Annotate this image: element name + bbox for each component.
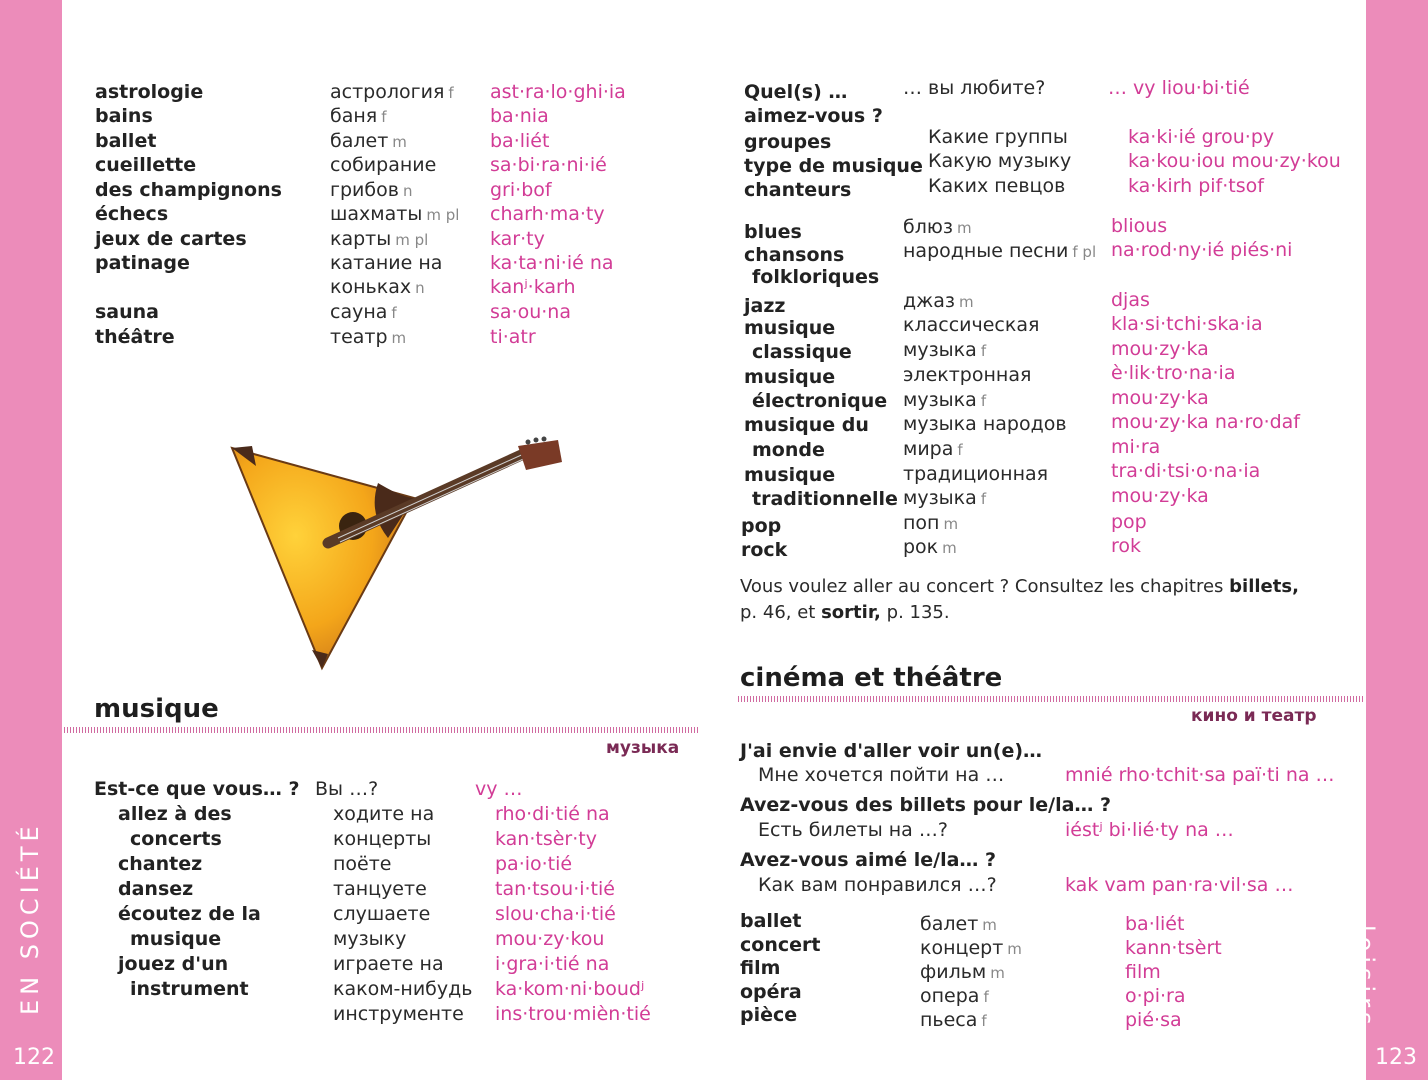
list-item: собирание (330, 154, 437, 176)
right-margin-band (1366, 0, 1428, 1080)
list-item: chanteurs (744, 179, 852, 201)
list-item: ins·trou·mièn·tié (495, 1003, 651, 1025)
list-item: слушаете (333, 903, 431, 925)
list-item: музыка f (903, 339, 987, 361)
list-item: blues (744, 221, 802, 243)
list-item: mi·ra (1111, 436, 1161, 458)
list-item: film (740, 957, 781, 979)
list-item: sa·ou·na (490, 301, 571, 323)
list-item: играете на (333, 953, 444, 975)
list-item: музыка народов (903, 413, 1067, 435)
list-item: sauna (95, 301, 160, 323)
list-item: classique (752, 341, 852, 363)
list-item: народные песни f pl (903, 240, 1097, 262)
list-item: slou·cha·i·tié (495, 903, 616, 925)
list-item: na·rod·ny·ié piés·ni (1111, 239, 1293, 261)
list-item: Как вам понравился …? (758, 874, 997, 896)
list-item: ba·nia (490, 105, 549, 127)
list-item: Какие группы (928, 126, 1068, 148)
list-item: рок m (903, 536, 957, 558)
list-item: kla·si·tchi·ska·ia (1111, 313, 1263, 335)
list-item: mou·zy·kou (495, 928, 605, 950)
list-item: мира f (903, 438, 963, 460)
list-item: théâtre (95, 326, 175, 348)
list-item: mou·zy·ka (1111, 338, 1209, 360)
balalaika-illustration (228, 428, 568, 678)
list-item: musique (130, 928, 222, 950)
list-item: i·gra·i·tié na (495, 953, 610, 975)
list-item: ballet (95, 130, 157, 152)
list-item: блюз m (903, 216, 972, 238)
list-item: pop (1111, 511, 1147, 533)
list-item: échecs (95, 203, 169, 225)
list-item: chantez (118, 853, 203, 875)
list-item: sa·bi·ra·ni·ié (490, 154, 607, 176)
list-item: opéra (740, 981, 802, 1003)
list-item: kan·tsèr·ty (495, 828, 597, 850)
list-item: ka·kom·ni·boudʲ (495, 978, 645, 1000)
page-number-left: 122 (13, 1045, 55, 1070)
list-item: monde (752, 439, 825, 461)
list-item: tra·di·tsi·o·na·ia (1111, 460, 1261, 482)
list-item: коньках n (330, 276, 425, 298)
list-item: концерт m (920, 937, 1022, 959)
list-item: ka·kou·iou mou·zy·kou (1128, 150, 1341, 172)
section-title-music-ru: музыка (606, 738, 680, 758)
list-item: pié·sa (1125, 1009, 1182, 1031)
list-item: écoutez de la (118, 903, 261, 925)
list-item: баня f (330, 105, 387, 127)
list-item: ast·ra·lo·ghi·ia (490, 81, 626, 103)
list-item: pièce (740, 1004, 798, 1026)
list-item: instrument (130, 978, 249, 1000)
list-item: jouez d'un (118, 953, 229, 975)
list-item: танцуете (333, 878, 427, 900)
list-item: концерты (333, 828, 432, 850)
list-item: concert (740, 934, 821, 956)
list-item: chansons (744, 244, 845, 266)
link-sortir: sortir, (821, 602, 881, 623)
list-item: традиционная (903, 463, 1049, 485)
list-item: балет m (920, 913, 997, 935)
list-item: музыка f (903, 487, 987, 509)
list-item: mou·zy·ka (1111, 387, 1209, 409)
list-item: электронная (903, 364, 1032, 386)
list-item: театр m (330, 326, 407, 348)
section-divider (64, 727, 700, 733)
list-item: kann·tsèrt (1125, 937, 1222, 959)
list-item: dansez (118, 878, 194, 900)
list-item: rok (1111, 535, 1142, 557)
list-item: charh·ma·ty (490, 203, 605, 225)
list-item: kak vam pan·ra·vil·sa … (1065, 874, 1294, 896)
list-item: ka·kirh pif·tsof (1128, 175, 1264, 197)
list-item: pop (741, 515, 782, 537)
list-item: ka·ta·ni·ié na (490, 252, 614, 274)
list-item: kar·ty (490, 228, 545, 250)
list-item: kanʲ·karh (490, 276, 576, 298)
list-item: djas (1111, 289, 1150, 311)
list-item: Мне хочется пойти на … (758, 764, 1005, 786)
list-item: concerts (130, 828, 222, 850)
list-item: allez à des (118, 803, 232, 825)
list-item: folkloriques (752, 266, 880, 288)
list-item: каком-нибудь (333, 978, 473, 1000)
list-item: o·pi·ra (1125, 985, 1186, 1007)
list-item: électronique (752, 390, 888, 412)
list-item: è·lik·tro·na·ia (1111, 362, 1236, 384)
section-divider (738, 696, 1364, 702)
list-item: музыка f (903, 389, 987, 411)
list-item: cueillette (95, 154, 197, 176)
section-label-right: loisirs (1351, 925, 1379, 1030)
list-item: patinage (95, 252, 190, 274)
list-item: Est-ce que vous… ? (94, 778, 300, 800)
list-item: rho·di·tié na (495, 803, 610, 825)
list-item: iéstʲ bi·lié·ty na … (1065, 819, 1234, 841)
list-item: jazz (744, 295, 786, 317)
list-item: сауна f (330, 301, 397, 323)
concert-note: Vous voulez aller au concert ? Consultez les chapitres billets, p. 46, et sortir, p. 135. (740, 576, 1299, 623)
list-item: пьеса f (920, 1009, 987, 1031)
list-item: aimez-vous ? (744, 105, 883, 127)
list-item: поёте (333, 853, 392, 875)
list-item: vy … (475, 778, 523, 800)
section-label-left: EN SOCIÉTÉ (16, 821, 44, 1015)
list-item: blious (1111, 215, 1168, 237)
list-item: pa·io·tié (495, 853, 573, 875)
list-item: gri·bof (490, 179, 552, 201)
list-item: … vy liou·bi·tié (1108, 77, 1250, 99)
list-item: шахматы m pl (330, 203, 460, 225)
list-item: грибов n (330, 179, 413, 201)
list-item: Avez-vous aimé le/la… ? (740, 849, 997, 871)
list-item: Quel(s) … (744, 81, 848, 103)
list-item: mou·zy·ka (1111, 485, 1209, 507)
list-item: film (1125, 961, 1161, 983)
list-item: инструменте (333, 1003, 464, 1025)
list-item: катание на (330, 252, 443, 274)
list-item: Есть билеты на …? (758, 819, 948, 841)
list-item: type de musique (744, 155, 923, 177)
list-item: астрология f (330, 81, 454, 103)
list-item: поп m (903, 512, 959, 534)
list-item: ka·ki·ié grou·py (1128, 126, 1275, 148)
list-item: rock (741, 539, 788, 561)
list-item: ba·liét (1125, 913, 1185, 935)
list-item: des champignons (95, 179, 282, 201)
list-item: musique du (744, 414, 869, 436)
list-item: джаз m (903, 290, 974, 312)
section-title-cinema: cinéma et théâtre (740, 663, 1003, 693)
list-item: astrologie (95, 81, 204, 103)
list-item: jeux de cartes (95, 228, 247, 250)
list-item: bains (95, 105, 153, 127)
list-item: tan·tsou·i·tié (495, 878, 615, 900)
list-item: musique (744, 464, 836, 486)
list-item: musique (744, 366, 836, 388)
list-item: mou·zy·ka na·ro·daf (1111, 411, 1300, 433)
list-item: ba·liét (490, 130, 550, 152)
list-item: … вы любите? (903, 77, 1046, 99)
list-item: traditionnelle (752, 488, 898, 510)
section-title-cinema-ru: кино и театр (1191, 706, 1317, 726)
list-item: Avez-vous des billets pour le/la… ? (740, 794, 1112, 816)
list-item: mnié rho·tchit·sa paï·ti na … (1065, 764, 1335, 786)
section-title-music: musique (94, 694, 219, 724)
list-item: ходите на (333, 803, 435, 825)
list-item: ballet (740, 910, 802, 932)
list-item: J'ai envie d'aller voir un(e)… (740, 740, 1043, 762)
list-item: Вы …? (315, 778, 379, 800)
list-item: музыку (333, 928, 407, 950)
list-item: ti·atr (490, 326, 536, 348)
list-item: фильм m (920, 961, 1005, 983)
link-billets: billets, (1229, 576, 1299, 597)
list-item: Какую музыку (928, 150, 1072, 172)
list-item: groupes (744, 131, 832, 153)
page-number-right: 123 (1375, 1045, 1417, 1070)
list-item: карты m pl (330, 228, 429, 250)
list-item: Каких певцов (928, 175, 1066, 197)
list-item: musique (744, 317, 836, 339)
list-item: балет m (330, 130, 407, 152)
list-item: опера f (920, 985, 989, 1007)
list-item: классическая (903, 314, 1040, 336)
